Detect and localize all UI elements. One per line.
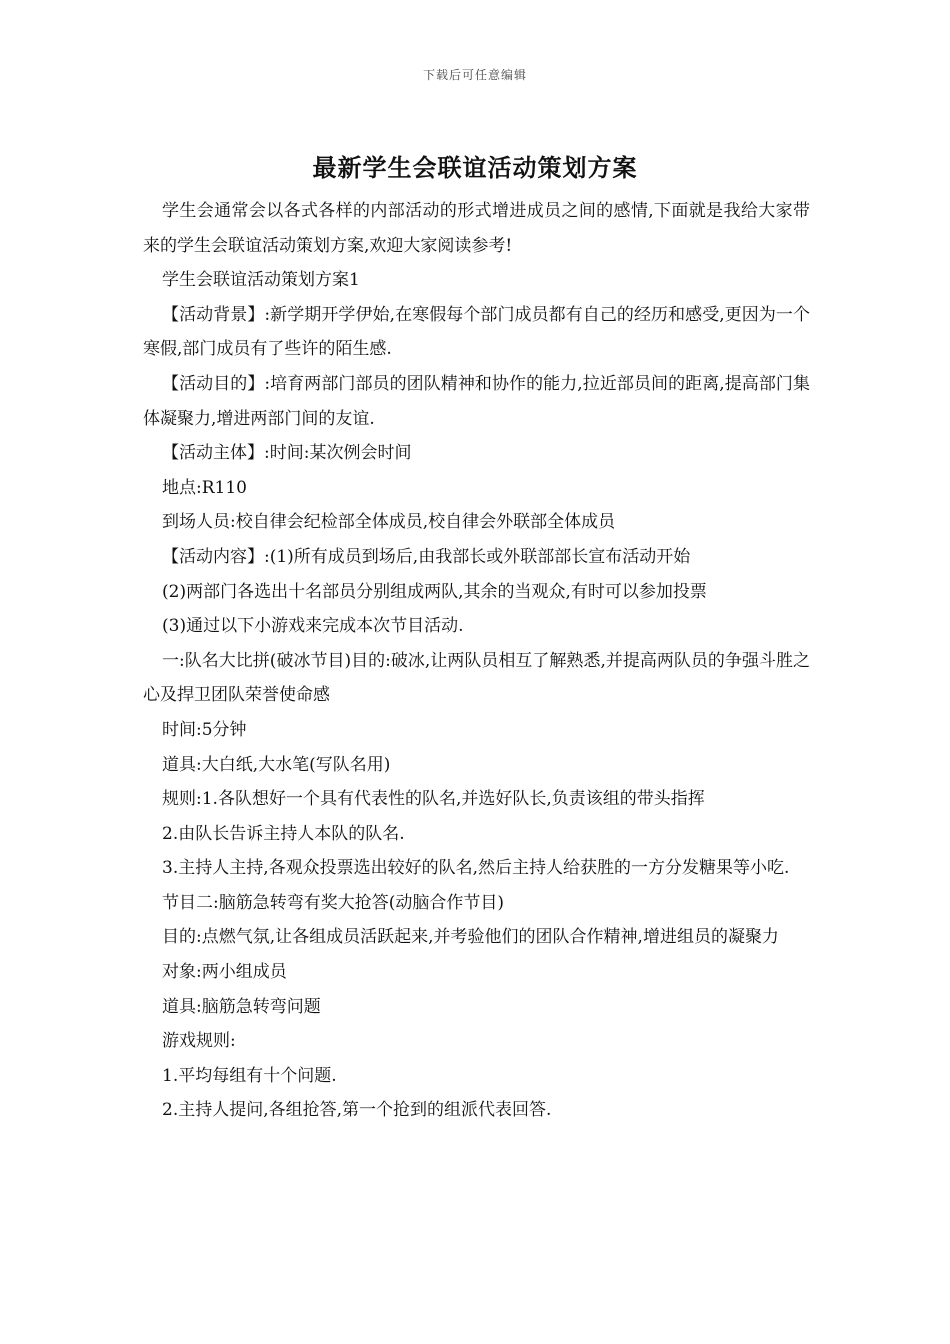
paragraph: (3)通过以下小游戏来完成本次节目活动. — [162, 616, 464, 637]
paragraph: 道具:大白纸,大水笔(写队名用) — [162, 754, 391, 775]
page-title: 最新学生会联谊活动策划方案 — [312, 153, 638, 182]
paragraph: 对象:两小组成员 — [162, 962, 287, 983]
paragraph: 道具:脑筋急转弯问题 — [162, 996, 321, 1017]
paragraph: 学生会通常会以各式各样的内部活动的形式增进成员之间的感情,下面就是我给大家带来的学生会联谊活动策划方案,欢迎大家阅读参考! — [143, 201, 810, 256]
paragraph: 目的:点燃气氛,让各组成员活跃起来,并考验他们的团队合作精神,增进组员的凝聚力 — [162, 927, 779, 948]
paragraph: 规则:1.各队想好一个具有代表性的队名,并选好队长,负责该组的带头指挥 — [162, 789, 705, 810]
paragraph: (2)两部门各选出十名部员分别组成两队,其余的当观众,有时可以参加投票 — [162, 581, 707, 602]
paragraph: 2.由队长告诉主持人本队的队名. — [162, 823, 405, 844]
paragraph: 游戏规则: — [162, 1031, 236, 1052]
paragraph: 3.主持人主持,各观众投票选出较好的队名,然后主持人给获胜的一方分发糖果等小吃. — [162, 858, 790, 879]
paragraph: 【活动目的】:培育两部门部员的团队精神和协作的能力,拉近部员间的距离,提高部门集体凝聚力,增进两部门间的友谊. — [143, 373, 810, 429]
paragraph: 2.主持人提问,各组抢答,第一个抢到的组派代表回答. — [162, 1100, 552, 1121]
paragraph: 【活动内容】:(1)所有成员到场后,由我部长或外联部部长宣布活动开始 — [162, 546, 691, 567]
paragraph: 一:队名大比拼(破冰节目)目的:破冰,让两队员相互了解熟悉,并提高两队员的争强斗胜之心及捍卫团队荣誉使命感 — [143, 650, 810, 706]
header-note: 下载后可任意编辑 — [422, 68, 527, 82]
paragraph: 节目二:脑筋急转弯有奖大抢答(动脑合作节目) — [162, 892, 504, 913]
paragraph: 1.平均每组有十个问题. — [162, 1065, 337, 1086]
document-body — [143, 194, 810, 1128]
paragraph: 【活动主体】:时间:某次例会时间 — [162, 443, 412, 464]
paragraph: 到场人员:校自律会纪检部全体成员,校自律会外联部全体成员 — [162, 512, 616, 533]
paragraph: 学生会联谊活动策划方案1 — [162, 270, 360, 291]
paragraph: 时间:5分钟 — [162, 719, 247, 740]
paragraph: 【活动背景】:新学期开学伊始,在寒假每个部门成员都有自己的经历和感受,更因为一个寒假,部门成员有了些许的陌生感. — [143, 304, 810, 360]
paragraph: 地点:R110 — [162, 477, 247, 498]
